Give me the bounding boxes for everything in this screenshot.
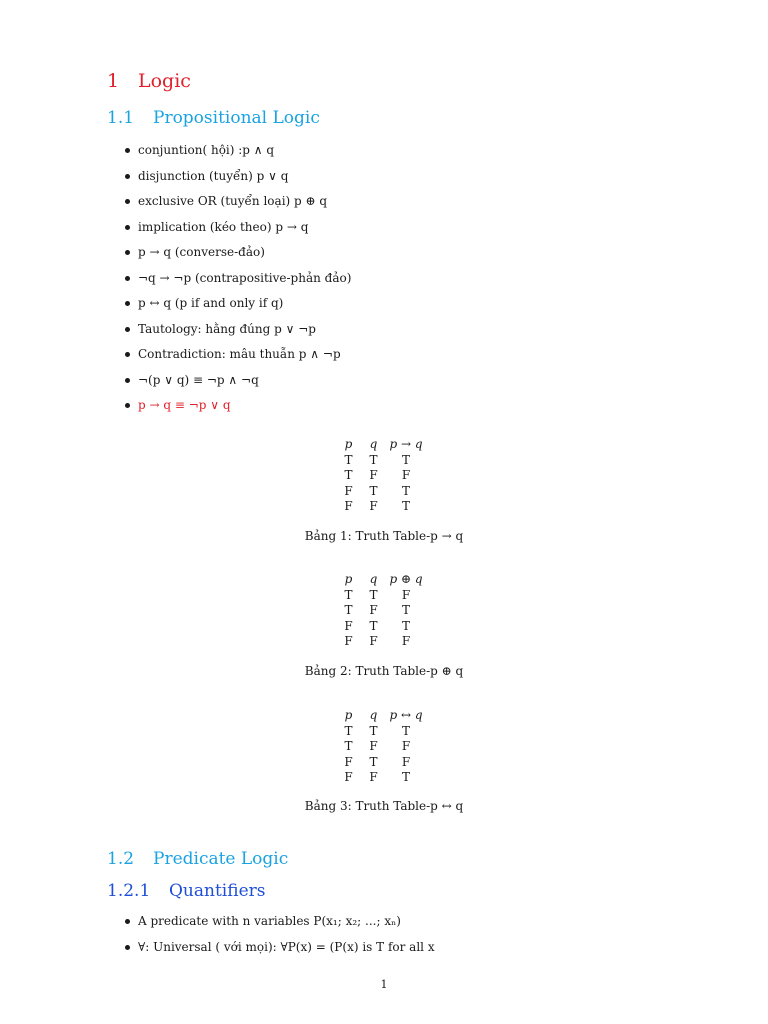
table-cell: T xyxy=(369,723,378,738)
table-cell: F xyxy=(401,587,411,602)
table-cell: F xyxy=(344,634,353,648)
subsection-title: Propositional Logic xyxy=(153,108,320,128)
table-header-cell: p ⊕ q xyxy=(389,572,423,586)
list-item: p ↔ q (p if and only if q) xyxy=(122,295,351,321)
list-item: implication (kéo theo) p → q xyxy=(122,219,351,245)
table-cell: T xyxy=(401,603,410,617)
table-cell: F xyxy=(344,770,353,784)
table-cell: T xyxy=(344,587,353,602)
table-cell: T xyxy=(344,739,353,753)
table-cell: F xyxy=(401,739,411,753)
list-item: ¬q → ¬p (contrapositive-phản đảo) xyxy=(122,270,351,296)
table-row xyxy=(336,739,426,755)
list-item: ∀: Universal ( với mọi): ∀P(x) = (P(x) is T for all x xyxy=(122,939,435,965)
table-row xyxy=(336,770,426,786)
list-item-highlighted: p → q ≡ ¬p ∨ q xyxy=(122,397,351,423)
table-cell: T xyxy=(401,618,410,633)
table-cell: T xyxy=(369,587,378,602)
table-cell: T xyxy=(344,603,353,617)
table-cell: T xyxy=(344,452,353,467)
subsection-heading-propositional xyxy=(107,108,320,128)
subsubsection-number: 1.2.1 xyxy=(107,881,151,901)
subsection-heading-predicate xyxy=(107,849,288,869)
table-header-cell: q xyxy=(369,437,378,451)
subsubsection-title: Quantifiers xyxy=(169,881,266,901)
subsection-number: 1.2 xyxy=(107,849,135,869)
table-cell: F xyxy=(401,634,411,648)
table-row xyxy=(336,468,426,484)
table-row xyxy=(336,634,426,650)
table-row xyxy=(336,588,426,604)
subsubsection-heading-quantifiers xyxy=(107,881,266,901)
table-row xyxy=(336,453,426,469)
propositional-list xyxy=(122,142,351,423)
section-heading-logic xyxy=(107,70,191,92)
table-cell: T xyxy=(369,483,378,498)
list-item: conjuntion( hội) :p ∧ q xyxy=(122,142,351,168)
table-header-cell: p → q xyxy=(389,437,423,451)
table-cell: T xyxy=(369,754,378,769)
table-row xyxy=(336,603,426,619)
table-cell: F xyxy=(401,754,411,769)
list-item: ¬(p ∨ q) ≡ ¬p ∧ ¬q xyxy=(122,372,351,398)
table-row xyxy=(336,484,426,500)
table-cell: F xyxy=(344,618,353,633)
table-row xyxy=(336,724,426,740)
table-cell: F xyxy=(369,468,378,482)
table-cell: T xyxy=(401,483,410,498)
list-item: exclusive OR (tuyển loại) p ⊕ q xyxy=(122,193,351,219)
table-row xyxy=(336,619,426,635)
table-cell: F xyxy=(369,739,378,753)
list-item: Contradiction: mâu thuẫn p ∧ ¬p xyxy=(122,346,351,372)
table-cell: T xyxy=(344,468,353,482)
table-cell: F xyxy=(344,483,353,498)
table-header-cell: q xyxy=(369,708,378,722)
page-number: 1 xyxy=(380,978,388,991)
table-cell: T xyxy=(401,770,410,784)
subsection-title: Predicate Logic xyxy=(153,849,289,869)
table-row xyxy=(336,499,426,515)
list-item: A predicate with n variables P(x₁; x₂; ...; xₙ) xyxy=(122,913,435,939)
table-header-cell: p xyxy=(344,572,353,586)
table-cell: T xyxy=(401,499,410,513)
table-caption: Bảng 1: Truth Table-p → q xyxy=(304,529,464,543)
section-title: Logic xyxy=(138,70,191,92)
truth-table-biconditional xyxy=(336,708,426,786)
table-cell: F xyxy=(369,603,378,617)
list-item: p → q (converse-đảo) xyxy=(122,244,351,270)
table-cell: T xyxy=(401,723,410,738)
list-item: Tautology: hằng đúng p ∨ ¬p xyxy=(122,321,351,347)
table-cell: F xyxy=(401,468,411,482)
table-cell: T xyxy=(401,452,410,467)
table-cell: F xyxy=(369,634,378,648)
truth-table-implication xyxy=(336,437,426,515)
subsection-number: 1.1 xyxy=(107,108,135,128)
table-cell: T xyxy=(344,723,353,738)
table-header-cell: p ↔ q xyxy=(389,708,423,722)
quantifier-list xyxy=(122,913,435,964)
table-cell: F xyxy=(344,499,353,513)
table-caption: Bảng 3: Truth Table-p ↔ q xyxy=(304,799,464,813)
table-row xyxy=(336,755,426,771)
table-cell: F xyxy=(344,754,353,769)
table-caption: Bảng 2: Truth Table-p ⊕ q xyxy=(304,664,464,678)
table-cell: F xyxy=(369,499,378,513)
table-cell: F xyxy=(369,770,378,784)
section-number: 1 xyxy=(107,70,120,92)
table-cell: T xyxy=(369,452,378,467)
table-header-cell: p xyxy=(344,437,353,451)
truth-table-xor xyxy=(336,572,426,650)
table-header-cell: p xyxy=(344,708,353,722)
table-cell: T xyxy=(369,618,378,633)
list-item: disjunction (tuyển) p ∨ q xyxy=(122,168,351,194)
table-header-cell: q xyxy=(369,572,378,586)
